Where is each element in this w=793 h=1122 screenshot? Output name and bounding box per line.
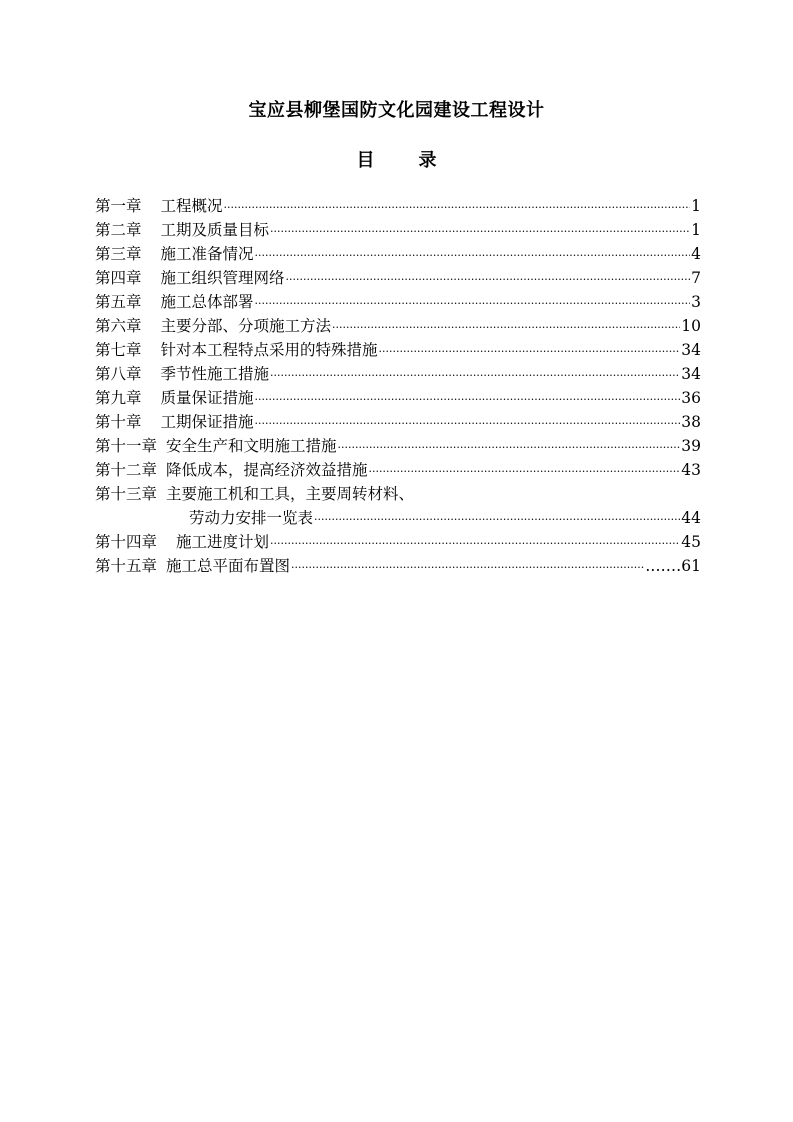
toc-page-number: 1 (691, 221, 701, 239)
toc-entry[interactable] (95, 482, 701, 506)
toc-entry[interactable] (95, 410, 701, 434)
toc-dot-leader (270, 220, 690, 244)
toc-entry[interactable] (95, 458, 701, 482)
toc-page-number: 3 (691, 293, 701, 311)
toc-entry[interactable] (95, 386, 701, 410)
table-of-contents (95, 194, 701, 578)
toc-chapter-number: 第十三章 (95, 485, 158, 503)
toc-entry-continuation[interactable] (95, 506, 701, 530)
toc-chapter-title: 降低成本，提高经济效益措施 (166, 461, 368, 479)
toc-chapter-number: 第四章 (95, 269, 142, 287)
toc-chapter-number: 第十二章 (95, 461, 158, 479)
toc-page-number: 44 (681, 509, 701, 527)
toc-page-number: 38 (681, 413, 701, 431)
toc-entry[interactable] (95, 434, 701, 458)
toc-dot-leader (314, 508, 680, 532)
toc-chapter-title: 施工进度计划 (176, 533, 270, 551)
toc-page-number: 45 (681, 533, 701, 551)
toc-dot-leader (255, 412, 681, 436)
toc-page-number: 7 (691, 269, 701, 287)
toc-entry[interactable] (95, 266, 701, 290)
toc-entry[interactable] (95, 530, 701, 554)
toc-entry[interactable] (95, 290, 701, 314)
toc-chapter-title: 季节性施工措施 (160, 365, 270, 383)
toc-page-number: 10 (681, 317, 701, 335)
document-title: 宝应县柳堡国防文化园建设工程设计 (248, 100, 545, 121)
toc-chapter-number: 第十五章 (95, 557, 158, 575)
toc-page-number: 34 (681, 365, 701, 383)
toc-page-number: 34 (681, 341, 701, 359)
toc-chapter-number: 第五章 (95, 293, 142, 311)
toc-dot-leader (224, 196, 691, 220)
toc-page-number: 43 (681, 461, 701, 479)
toc-heading-char-1: 目 (356, 150, 375, 171)
toc-dot-leader (270, 364, 680, 388)
toc-entry[interactable] (95, 218, 701, 242)
toc-chapter-title: 针对本工程特点采用的特殊措施 (160, 341, 378, 359)
toc-heading-char-2: 录 (418, 150, 437, 171)
toc-chapter-title: 工期保证措施 (160, 413, 254, 431)
toc-entry[interactable] (95, 554, 701, 578)
toc-chapter-number: 第一章 (95, 197, 142, 215)
toc-dot-leader (255, 292, 691, 316)
toc-chapter-title: 主要分部、分项施工方法 (160, 317, 332, 335)
toc-chapter-title: 劳动力安排一览表 (189, 509, 314, 527)
toc-chapter-title: 安全生产和文明施工措施 (166, 437, 337, 455)
toc-chapter-number: 第十一章 (95, 437, 158, 455)
toc-chapter-title: 施工总体部署 (160, 293, 254, 311)
toc-entry[interactable] (95, 242, 701, 266)
toc-dot-leader (286, 268, 691, 292)
toc-page-number: .……61 (645, 557, 701, 575)
toc-dot-leader (255, 388, 681, 412)
toc-page-number: 36 (681, 389, 701, 407)
toc-chapter-number: 第十章 (95, 413, 142, 431)
toc-chapter-number: 第二章 (95, 221, 142, 239)
toc-dot-leader (291, 556, 644, 580)
toc-page-number: 4 (691, 245, 701, 263)
toc-chapter-title: 工期及质量目标 (160, 221, 270, 239)
toc-dot-leader (255, 244, 691, 268)
toc-chapter-title: 施工总平面布置图 (166, 557, 291, 575)
toc-chapter-number: 第三章 (95, 245, 142, 263)
toc-dot-leader (332, 316, 680, 340)
toc-chapter-number: 第八章 (95, 365, 142, 383)
toc-dot-leader (270, 532, 680, 556)
toc-chapter-title: 工程概况 (160, 197, 223, 215)
toc-chapter-title: 施工组织管理网络 (160, 269, 285, 287)
toc-heading (0, 146, 793, 172)
toc-chapter-number: 第九章 (95, 389, 142, 407)
toc-page-number: 39 (681, 437, 701, 455)
toc-dot-leader (379, 340, 681, 364)
toc-entry[interactable] (95, 314, 701, 338)
toc-entry[interactable] (95, 194, 701, 218)
toc-chapter-number: 第七章 (95, 341, 142, 359)
toc-chapter-title: 质量保证措施 (160, 389, 254, 407)
toc-entry[interactable] (95, 338, 701, 362)
toc-dot-leader (369, 460, 681, 484)
toc-chapter-title: 施工准备情况 (160, 245, 254, 263)
toc-page-number: 1 (691, 197, 701, 215)
toc-chapter-number: 第十四章 (95, 533, 158, 551)
toc-chapter-number: 第六章 (95, 317, 142, 335)
toc-chapter-title: 主要施工机和工具，主要周转材料、 (166, 485, 415, 503)
toc-dot-leader (338, 436, 681, 460)
toc-entry[interactable] (95, 362, 701, 386)
